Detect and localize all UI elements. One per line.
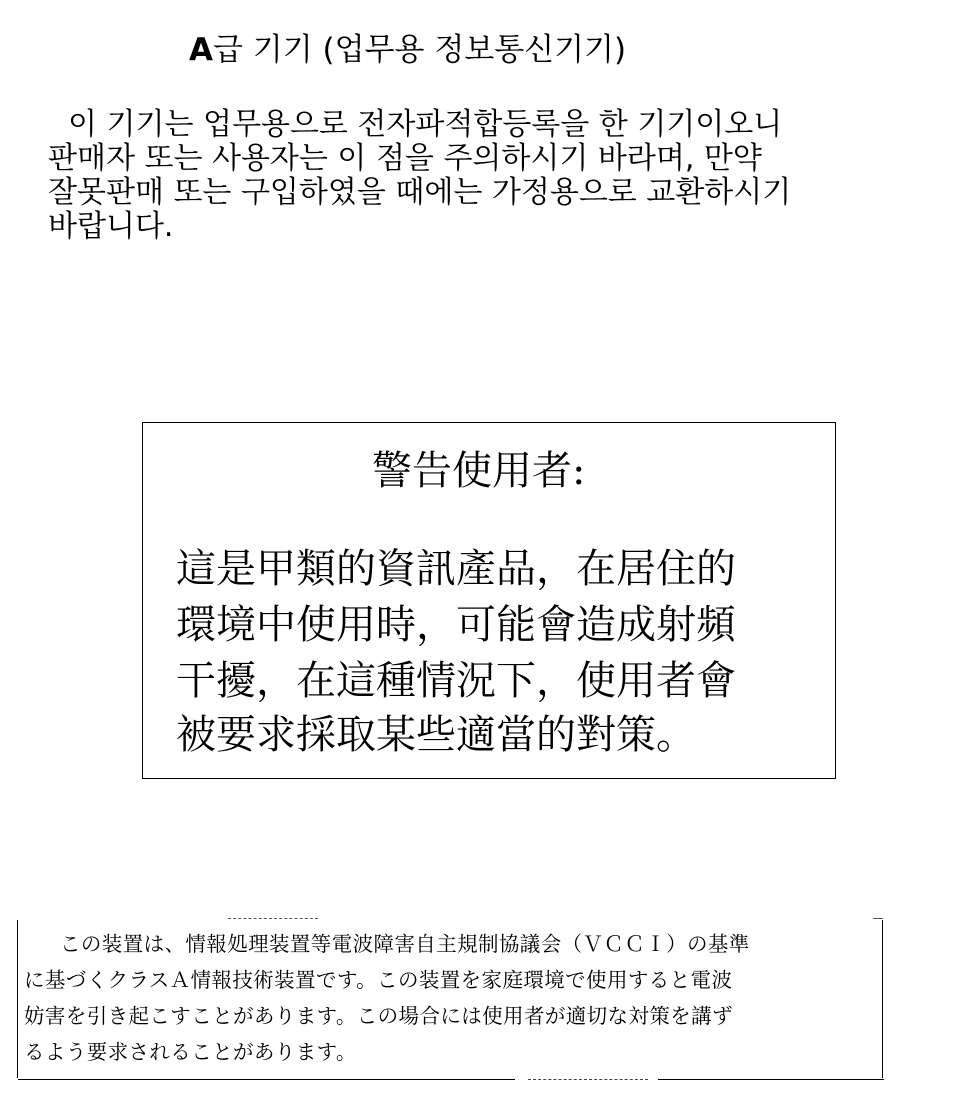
- japanese-notice-line-4: るよう要求されることがあります。: [24, 1040, 357, 1064]
- korean-notice-line-1: 이 기기는 업무용으로 전자파적합등록을 한 기기이오니: [68, 107, 783, 142]
- japanese-notice-line-2: に基づくクラスＡ情報技術装置です。この装置を家庭環境で使用すると電波: [24, 968, 733, 992]
- chinese-warning-line-1: 這是甲類的資訊產品，在居住的: [176, 546, 736, 592]
- scan-bottom-border-right: [658, 1079, 884, 1080]
- chinese-warning-line-4: 被要求採取某些適當的對策。: [176, 712, 696, 758]
- korean-notice-line-3: 잘못판매 또는 구입하였을 때에는 가정용으로 교환하시기: [48, 175, 792, 210]
- chinese-warning-box: [142, 422, 836, 779]
- korean-notice-line-4: 바랍니다.: [48, 209, 174, 244]
- korean-title-class-letter: A: [189, 32, 213, 68]
- scan-top-border-fragment: [228, 918, 318, 919]
- japanese-notice-line-1: この装置は、情報処理装置等電波障害自主規制協議会（ＶＣＣＩ）の基準: [60, 932, 750, 956]
- korean-notice-title: [189, 30, 626, 70]
- chinese-warning-line-3: 干擾，在這種情況下，使用者會: [176, 658, 736, 704]
- korean-notice-line-2: 판매자 또는 사용자는 이 점을 주의하시기 바라며, 만약: [48, 141, 762, 176]
- korean-title-text: 급 기기 (업무용 정보통신기기): [213, 32, 627, 68]
- chinese-warning-title: 警告使用者:: [372, 448, 586, 494]
- scan-bottom-border-dashed: [528, 1079, 648, 1080]
- scan-bottom-border-left: [18, 1079, 515, 1080]
- japanese-vcci-notice-box: [17, 920, 883, 1078]
- scan-top-right-border-fragment: [873, 918, 883, 919]
- japanese-notice-line-3: 妨害を引き起こすことがあります。この場合には使用者が適切な対策を講ず: [24, 1004, 733, 1028]
- chinese-warning-line-2: 環境中使用時，可能會造成射頻: [176, 602, 736, 648]
